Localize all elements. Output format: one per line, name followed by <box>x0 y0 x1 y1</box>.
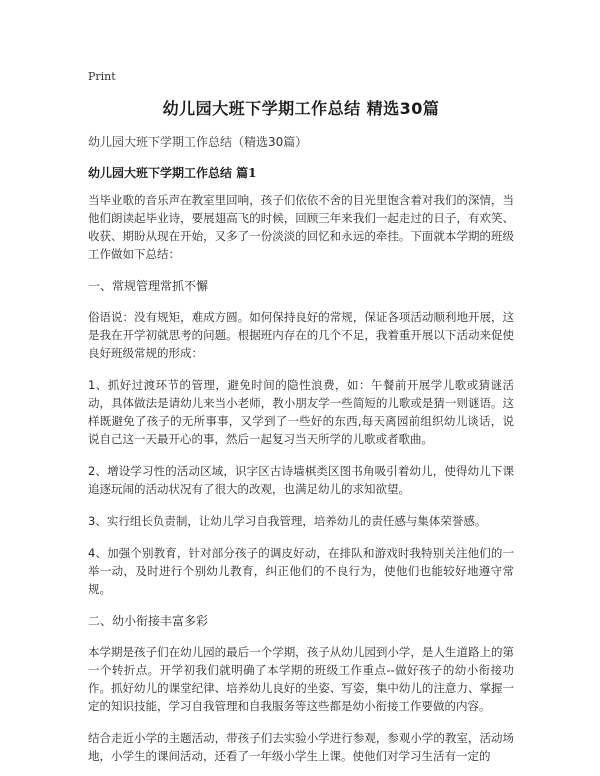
paragraph-1: 俗语说：没有规矩，难成方圆。如何保持良好的常规，保证各项活动顺利地开展，这是我在开学初就思考的问题。根据班内存在的几个不足，我着重开展以下活动来促使良好班级常规的形成： <box>88 310 514 360</box>
print-label: Print <box>88 70 116 83</box>
paragraph-intro: 当毕业歌的音乐声在教室里回响，孩子们依依不舍的目光里饱含着对我们的深情，当他们朗读起毕业诗，要展翅高飞的时候，回顾三年来我们一起走过的日子，有欢笑、收获、期盼从现在开始，又多了一份淡淡的回忆和永远的牵挂。下面就本学期的班级工作做如下总结： <box>88 193 514 261</box>
section-title: 幼儿园大班下学期工作总结 篇1 <box>88 166 257 180</box>
paragraph-3: 2、增设学习性的活动区域，识字区古诗墙棋类区图书角吸引着幼儿，使得幼儿下课追逐玩闹的活动状况有了很大的改观，也满足幼儿的求知欲望。 <box>88 464 514 496</box>
subtitle: 幼儿园大班下学期工作总结（精选30篇） <box>88 135 308 149</box>
paragraph-7: 结合走近小学的主题活动，带孩子们去实验小学进行参观，参观小学的教室，活动场地，小学生的课间活动，还看了一年级小学生上课。使他们对学习生活有一定的 <box>88 731 514 763</box>
paragraph-2: 1、抓好过渡环节的管理，避免时间的隐性浪费，如：午餐前开展学儿歌或猜谜活动，具体做法是请幼儿来当小老师，教小朋友学一些简短的儿歌或是猜一则谜语。这样既避免了孩子的无所事事，又学到了一些好的东西,每天离园前组织幼儿谈话，说说自己这一天最开心的事，然后一起复习当天所学的儿歌或者歌曲。 <box>88 378 514 446</box>
paragraph-4: 3、实行组长负责制，让幼儿学习自我管理，培养幼儿的责任感与集体荣誉感。 <box>88 514 487 528</box>
heading-transition: 二、幼小衔接丰富多彩 <box>88 614 209 628</box>
heading-routine-management: 一、常规管理常抓不懈 <box>88 279 209 293</box>
page-title: 幼儿园大班下学期工作总结 精选30篇 <box>162 99 440 118</box>
paragraph-6: 本学期是孩子们在幼儿园的最后一个学期，孩子从幼儿园到小学，是人生道路上的第一个转折点。开学初我们就明确了本学期的班级工作重点--做好孩子的幼小衔接功作。抓好幼儿的课堂纪律、培养幼儿良好的坐姿、写姿，集中幼儿的注意力、掌握一定的知识技能，学习自我管理和自我服务等这些都是幼小衔接工作要做的内容。 <box>88 645 514 713</box>
paragraph-5: 4、加强个别教育，针对部分孩子的调皮好动，在排队和游戏时我特别关注他们的一举一动，及时进行个别幼儿教育，纠正他们的不良行为，使他们也能较好地遵守常规。 <box>88 546 514 596</box>
